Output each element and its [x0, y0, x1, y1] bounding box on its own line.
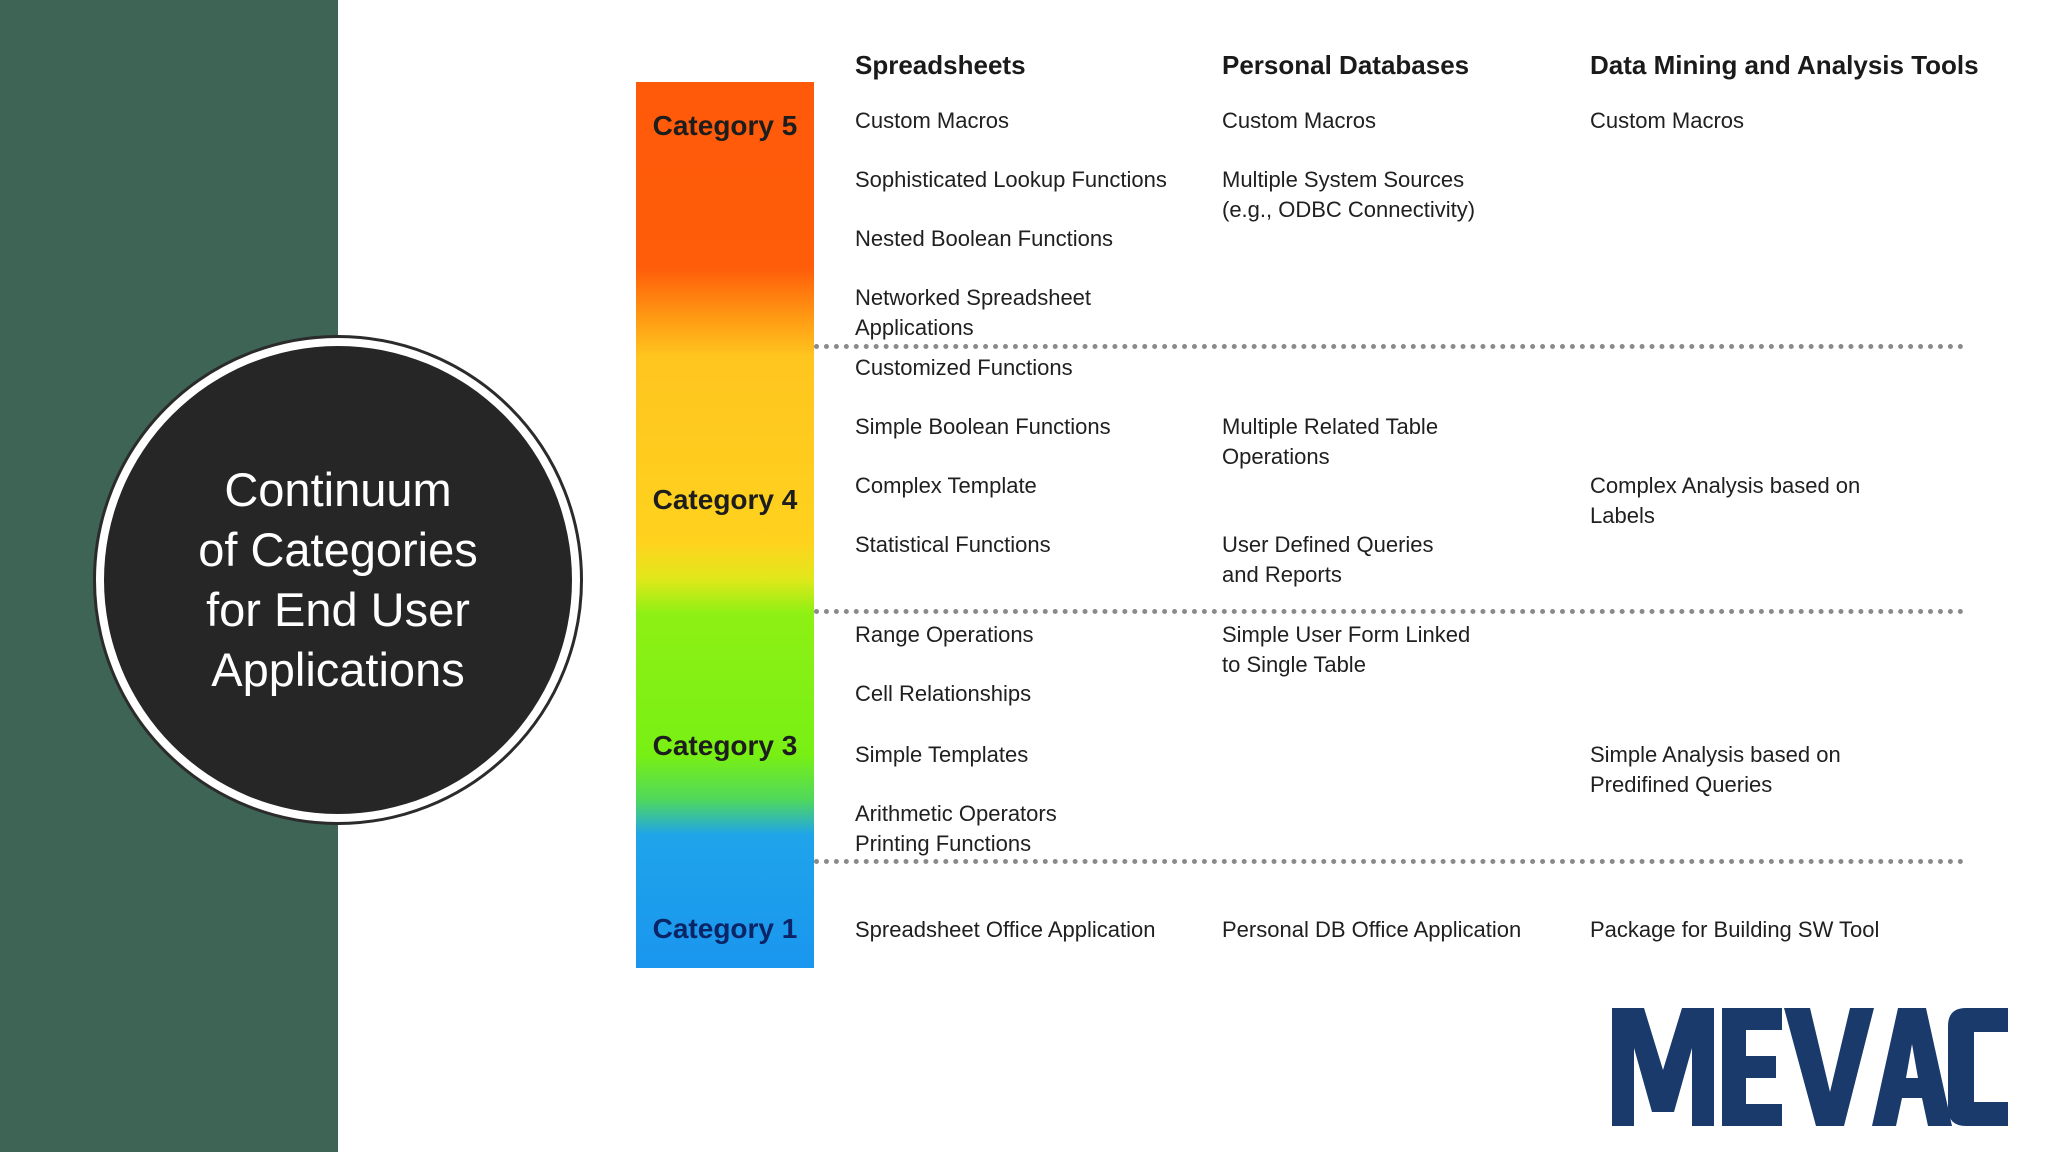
personal-db-item: Multiple Related Table Operations	[1222, 414, 1439, 469]
spreadsheets-item: Arithmetic Operators Printing Functions	[855, 801, 1057, 856]
spreadsheets-item: Custom Macros	[855, 108, 1010, 133]
category-gradient-bar	[636, 82, 814, 968]
divider-cat3-cat1	[814, 859, 1964, 864]
spreadsheets-item: Spreadsheet Office Application	[855, 917, 1156, 942]
spreadsheets-item: Customized Functions	[855, 355, 1073, 380]
category-4-label: Category 4	[652, 484, 798, 515]
spreadsheets-item: Statistical Functions	[855, 532, 1051, 557]
spreadsheets-item: Simple Boolean Functions	[855, 414, 1111, 439]
personal-db-item: User Defined Queries and Reports	[1222, 532, 1434, 587]
category-3-label: Category 3	[652, 730, 798, 761]
spreadsheets-item: Sophisticated Lookup Functions	[855, 167, 1167, 192]
mevac-logo	[1612, 1008, 2008, 1126]
data-mining-item: Complex Analysis based on Labels	[1590, 473, 1861, 528]
spreadsheets-item: Complex Template	[855, 473, 1037, 498]
column-header-data-mining: Data Mining and Analysis Tools	[1590, 50, 1979, 80]
divider-cat5-cat4	[814, 344, 1964, 349]
data-mining-item: Package for Building SW Tool	[1590, 917, 1880, 942]
category-5-label: Category 5	[652, 110, 798, 141]
personal-db-item: Multiple System Sources (e.g., ODBC Connectivity)	[1222, 167, 1476, 222]
personal-db-item: Custom Macros	[1222, 108, 1377, 133]
title-circle	[104, 346, 572, 814]
data-mining-item: Simple Analysis based on Predifined Queries	[1590, 742, 1841, 797]
spreadsheets-item: Simple Templates	[855, 742, 1029, 767]
column-header-personal-databases: Personal Databases	[1222, 50, 1470, 80]
spreadsheets-item: Nested Boolean Functions	[855, 226, 1114, 251]
spreadsheets-item: Cell Relationships	[855, 681, 1032, 706]
divider-cat4-cat3	[814, 609, 1964, 614]
slide-title: Continuum of Categories for End User Applications	[198, 463, 478, 696]
spreadsheets-item: Networked Spreadsheet Applications	[855, 285, 1092, 340]
personal-db-item: Simple User Form Linked to Single Table	[1222, 622, 1471, 677]
spreadsheets-item: Range Operations	[855, 622, 1034, 647]
personal-db-item: Personal DB Office Application	[1222, 917, 1522, 942]
category-1-label: Category 1	[652, 913, 798, 944]
data-mining-item: Custom Macros	[1590, 108, 1745, 133]
column-header-spreadsheets: Spreadsheets	[855, 50, 1026, 80]
